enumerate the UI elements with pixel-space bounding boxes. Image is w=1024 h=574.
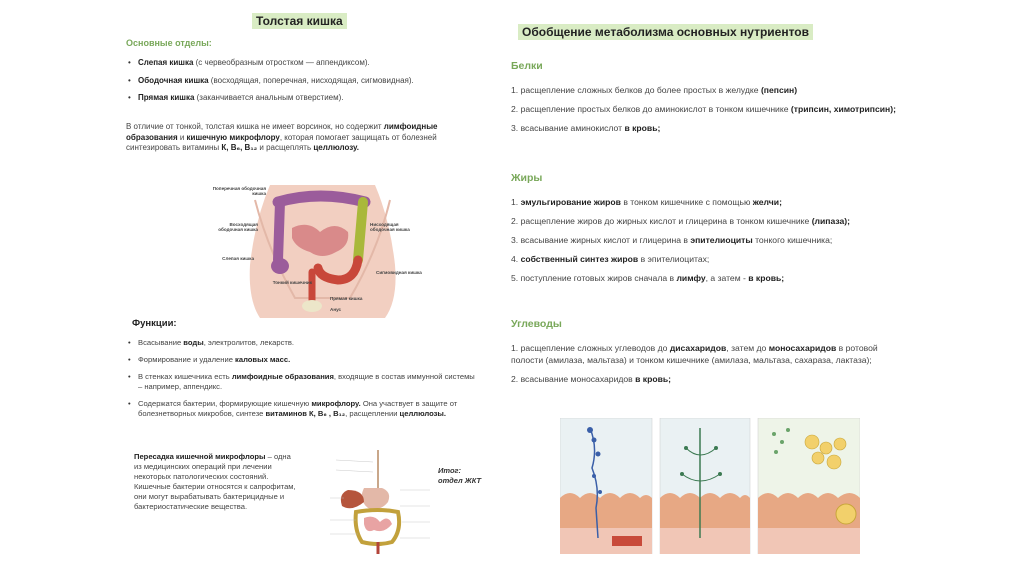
digestive-system-svg — [318, 450, 438, 556]
functions-list — [126, 338, 476, 426]
list-item: 3. всасывание аминокислот в кровь; — [511, 123, 661, 133]
list-item: 3. всасывание жирных кислот и глицерина в эпителиоциты тонкого кишечника; — [511, 235, 833, 245]
right-page-title: Обобщение метаболизма основных нутриентов — [518, 24, 813, 40]
nutrient-absorption-illustration — [560, 418, 860, 554]
list-item: 1. расщепление сложных углеводов до дисахаридов, затем до моносахаридов в ротовой полости (амилаза, мальтаза) и тонком кишечнике (амилаза, мальтаза, сахараза, лактаза); — [511, 343, 878, 365]
functions-heading: Функции: — [132, 318, 177, 329]
list-item: 4. собственный синтез жиров в эпителиоцитах; — [511, 254, 710, 264]
carbs-heading: Углеводы — [511, 318, 562, 330]
fats-heading: Жиры — [511, 172, 543, 184]
fats-list — [511, 196, 901, 291]
label-sigmoid-colon: Сигмовидная кишка — [376, 270, 422, 275]
label-cecum: Слепая кишка — [222, 256, 254, 261]
label-rectum: Прямая кишка — [330, 296, 363, 301]
microflora-transplant-text: Пересадка кишечной микрофлоры – одна из медицинских операций при лечении некоторых патологических состояний. Кишечные бактерии относятся к сапрофитам, они могут вырабатывать бактерицидные и бактериостатические вещества. — [134, 452, 296, 511]
absorption-panels-svg — [560, 418, 860, 554]
list-item: • Содержатся бактерии, формирующие кишечную микрофлору. Она участвует в защите от болезнетворных микробов, синтезе витаминов К, В₆ , В₁₂, расщеплении целлюлозы. — [126, 399, 476, 419]
carb-absorption-panel — [758, 418, 860, 554]
list-item: 1. эмульгирование жиров в тонком кишечнике с помощью желчи; — [511, 197, 782, 207]
carbs-list — [511, 342, 901, 392]
proteins-list — [511, 84, 901, 141]
sections-list — [126, 58, 486, 111]
list-item: • Всасывание воды, электролитов, лекарств. — [126, 338, 476, 348]
list-item: • Формирование и удаление каловых масс. — [126, 355, 476, 365]
label-descending-colon: Нисходящая ободочная кишка — [370, 222, 410, 233]
sections-heading: Основные отделы: — [126, 38, 212, 48]
list-item: • Слепая кишка (с червеобразным отростком — аппендиксом). — [126, 58, 486, 69]
list-item: 2. всасывание моносахаридов в кровь; — [511, 374, 672, 384]
colon-anatomy-svg — [200, 180, 430, 320]
digestive-system-illustration — [318, 450, 438, 556]
list-item: 1. расщепление сложных белков до более простых в желудке (пепсин) — [511, 85, 798, 95]
colon-description: В отличие от тонкой, толстая кишка не имеет ворсинок, но содержит лимфоидные образования и кишечную микрофлору, которая помогает защищать от болезней синтезировать витамины К, В₆, В₁₂ и расщеплять целлюлозу. — [126, 122, 438, 152]
label-ascending-colon: Восходящая ободочная кишка — [218, 222, 258, 233]
list-item: • В стенках кишечника есть лимфоидные образования, входящие в состав иммунной системы – например, аппендикс. — [126, 372, 476, 392]
fat-absorption-panel — [660, 418, 750, 554]
label-small-intestine: Тонкий кишечник — [272, 280, 312, 285]
protein-absorption-panel — [560, 418, 652, 554]
proteins-heading: Белки — [511, 60, 543, 72]
list-item: 2. расщепление жиров до жирных кислот и глицерина в тонком кишечнике (липаза); — [511, 216, 851, 226]
list-item: 2. расщепление простых белков до аминокислот в тонком кишечнике (трипсин, химотрипсин); — [511, 104, 896, 114]
label-transverse-colon: Поперечная ободочная кишка — [212, 186, 266, 197]
summary-note: Итог: отдел ЖКТ — [438, 466, 482, 485]
label-anus: Анус — [330, 307, 342, 312]
list-item: • Прямая кишка (заканчивается анальным отверстием). — [126, 93, 486, 104]
colon-anatomy-illustration — [200, 180, 430, 320]
list-item: 5. поступление готовых жиров сначала в лимфу, а затем - в кровь; — [511, 273, 785, 283]
left-page-title: Толстая кишка — [252, 13, 347, 29]
list-item: • Ободочная кишка (восходящая, поперечная, нисходящая, сигмовидная). — [126, 76, 486, 87]
